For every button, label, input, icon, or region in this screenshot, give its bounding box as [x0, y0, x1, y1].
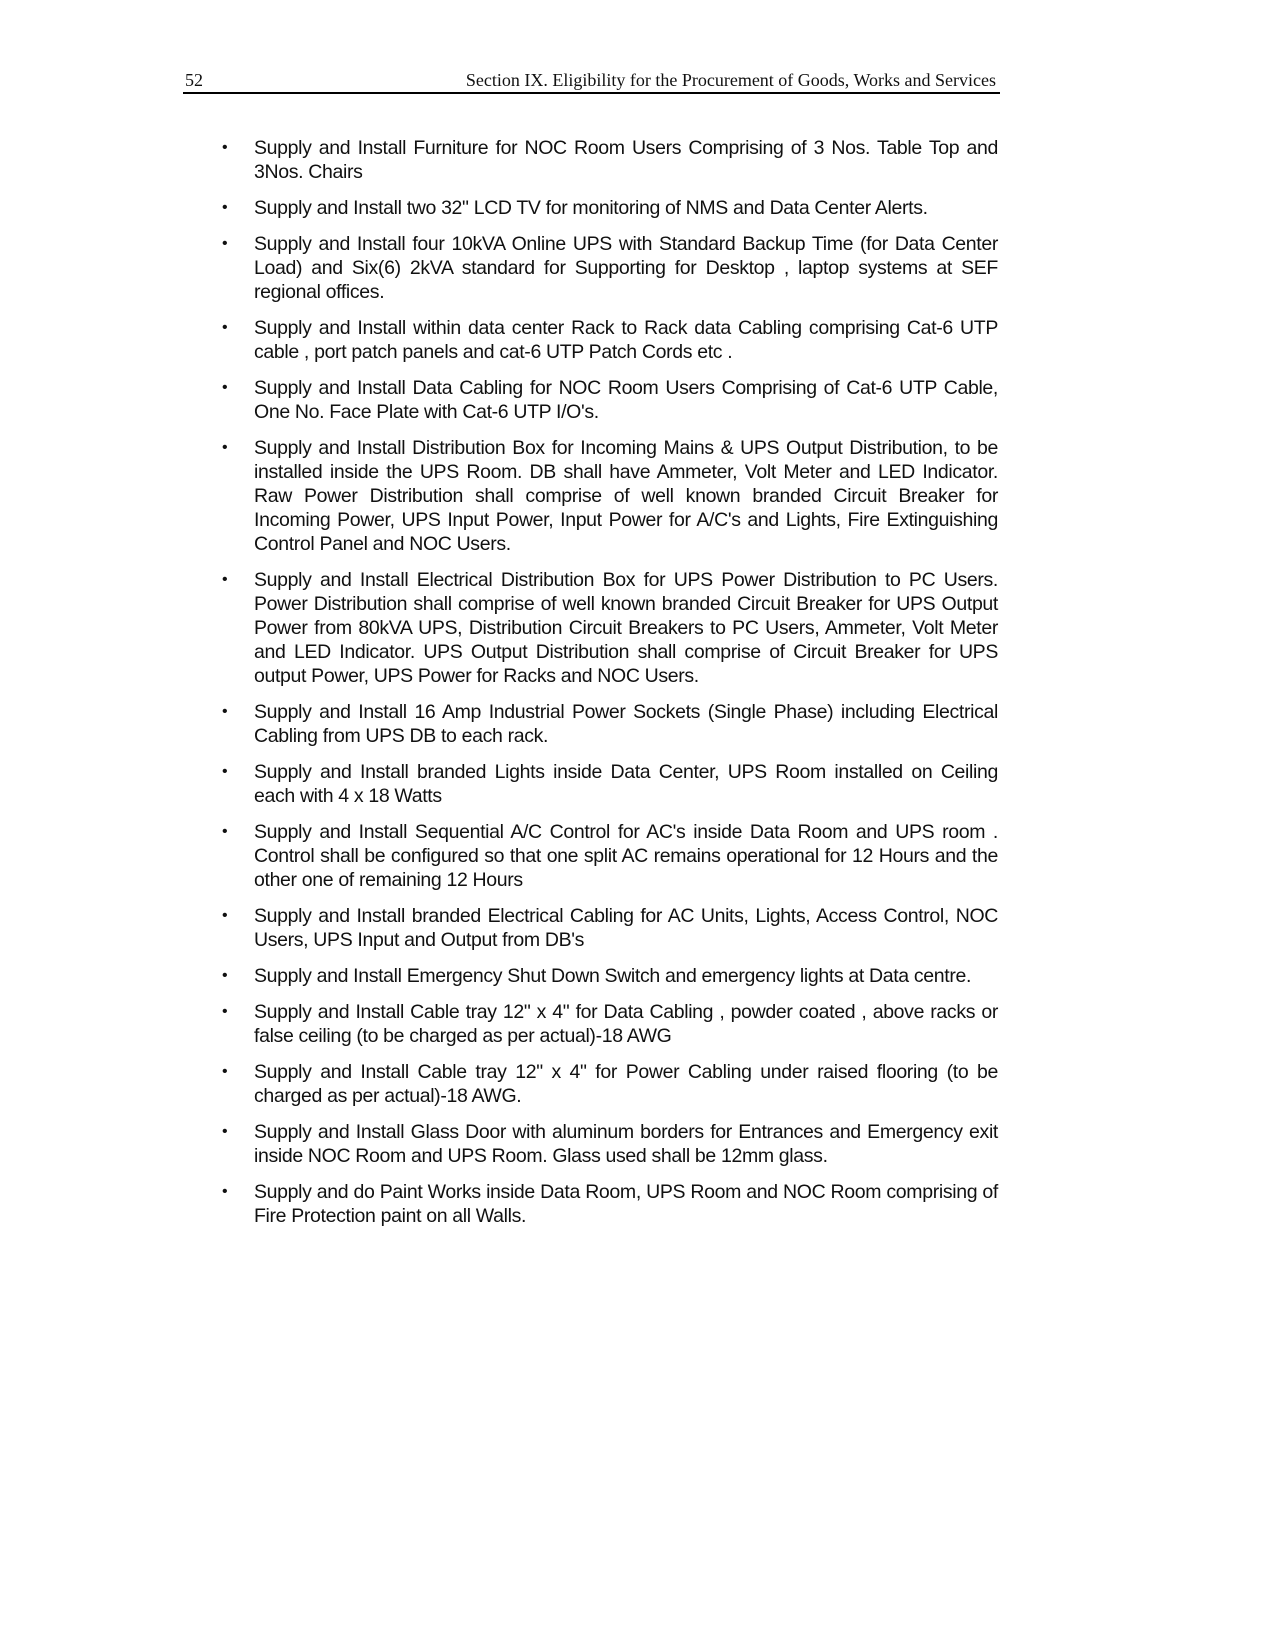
- list-item-text: Supply and Install two 32" LCD TV for monitoring of NMS and Data Center Alerts.: [254, 197, 928, 219]
- list-item: [218, 1120, 998, 1168]
- bullet-icon: •: [222, 1003, 228, 1020]
- bullet-icon: •: [222, 823, 228, 840]
- page-header: [183, 66, 1000, 94]
- requirements-list: [218, 136, 998, 1240]
- bullet-icon: •: [222, 763, 228, 780]
- list-item: [218, 316, 998, 364]
- list-item-text: Supply and Install Distribution Box for Incoming Mains & UPS Output Distribution, to be installed inside the UPS Room. DB shall have Ammeter, Volt Meter and LED Indicator. Raw Power Distribution shall comprise of well known branded Circuit Breaker for Incoming Power, UPS Input Power, Input Power for A/C's and Lights, Fire Extinguishing Control Panel and NOC Users.: [254, 437, 998, 555]
- bullet-icon: •: [222, 139, 228, 156]
- list-item-text: Supply and Install Cable tray 12" x 4" for Data Cabling , powder coated , above racks or false ceiling (to be charged as per actual)-18 AWG: [254, 1001, 998, 1047]
- bullet-icon: •: [222, 439, 228, 456]
- section-title: Section IX. Eligibility for the Procurement of Goods, Works and Services: [465, 70, 996, 90]
- list-item-text: Supply and Install four 10kVA Online UPS with Standard Backup Time (for Data Center Load) and Six(6) 2kVA standard for Supporting for Desktop , laptop systems at SEF regional offices.: [254, 233, 998, 303]
- list-item: [218, 1060, 998, 1108]
- list-item-text: Supply and Install within data center Rack to Rack data Cabling comprising Cat-6 UTP cable , port patch panels and cat-6 UTP Patch Cords etc .: [254, 317, 998, 363]
- list-item: [218, 136, 998, 184]
- list-item: [218, 376, 998, 424]
- list-item: [218, 1000, 998, 1048]
- list-item-text: Supply and Install Glass Door with aluminum borders for Entrances and Emergency exit inside NOC Room and UPS Room. Glass used shall be 12mm glass.: [254, 1121, 998, 1167]
- list-item: [218, 436, 998, 556]
- bullet-icon: •: [222, 1063, 228, 1080]
- list-item: [218, 568, 998, 688]
- bullet-icon: •: [222, 319, 228, 336]
- list-item-text: Supply and Install Furniture for NOC Room Users Comprising of 3 Nos. Table Top and 3Nos. Chairs: [254, 137, 998, 183]
- bullet-icon: •: [222, 199, 228, 216]
- page-number: 52: [185, 70, 203, 90]
- list-item-text: Supply and Install Sequential A/C Control for AC's inside Data Room and UPS room . Control shall be configured so that one split AC remains operational for 12 Hours and the other one of remaining 12 Hours: [254, 821, 998, 891]
- bullet-icon: •: [222, 703, 228, 720]
- list-item-text: Supply and Install branded Lights inside Data Center, UPS Room installed on Ceiling each with 4 x 18 Watts: [254, 761, 998, 807]
- list-item: [218, 760, 998, 808]
- list-item: [218, 700, 998, 748]
- list-item-text: Supply and do Paint Works inside Data Room, UPS Room and NOC Room comprising of Fire Protection paint on all Walls.: [254, 1181, 998, 1227]
- bullet-icon: •: [222, 379, 228, 396]
- bullet-icon: •: [222, 1183, 228, 1200]
- bullet-icon: •: [222, 1123, 228, 1140]
- list-item-text: Supply and Install Electrical Distribution Box for UPS Power Distribution to PC Users. Power Distribution shall comprise of well known branded Circuit Breaker for UPS Output Power from 80kVA UPS, Distribution Circuit Breakers to PC Users, Ammeter, Volt Meter and LED Indicator. UPS Output Distribution shall comprise of Circuit Breaker for UPS output Power, UPS Power for Racks and NOC Users.: [254, 569, 998, 687]
- bullet-icon: •: [222, 907, 228, 924]
- list-item-text: Supply and Install branded Electrical Cabling for AC Units, Lights, Access Control, NOC Users, UPS Input and Output from DB's: [254, 905, 998, 951]
- list-item: [218, 904, 998, 952]
- list-item: [218, 1180, 998, 1228]
- list-item-text: Supply and Install Emergency Shut Down Switch and emergency lights at Data centre.: [254, 965, 972, 987]
- list-item: [218, 232, 998, 304]
- bullet-icon: •: [222, 967, 228, 984]
- list-item: [218, 820, 998, 892]
- bullet-icon: •: [222, 571, 228, 588]
- list-item-text: Supply and Install Data Cabling for NOC Room Users Comprising of Cat-6 UTP Cable, One No. Face Plate with Cat-6 UTP I/O's.: [254, 377, 998, 423]
- list-item: [218, 964, 998, 988]
- list-item-text: Supply and Install Cable tray 12" x 4" for Power Cabling under raised flooring (to be charged as per actual)-18 AWG.: [254, 1061, 998, 1107]
- bullet-icon: •: [222, 235, 228, 252]
- list-item: [218, 196, 998, 220]
- list-item-text: Supply and Install 16 Amp Industrial Power Sockets (Single Phase) including Electrical Cabling from UPS DB to each rack.: [254, 701, 998, 747]
